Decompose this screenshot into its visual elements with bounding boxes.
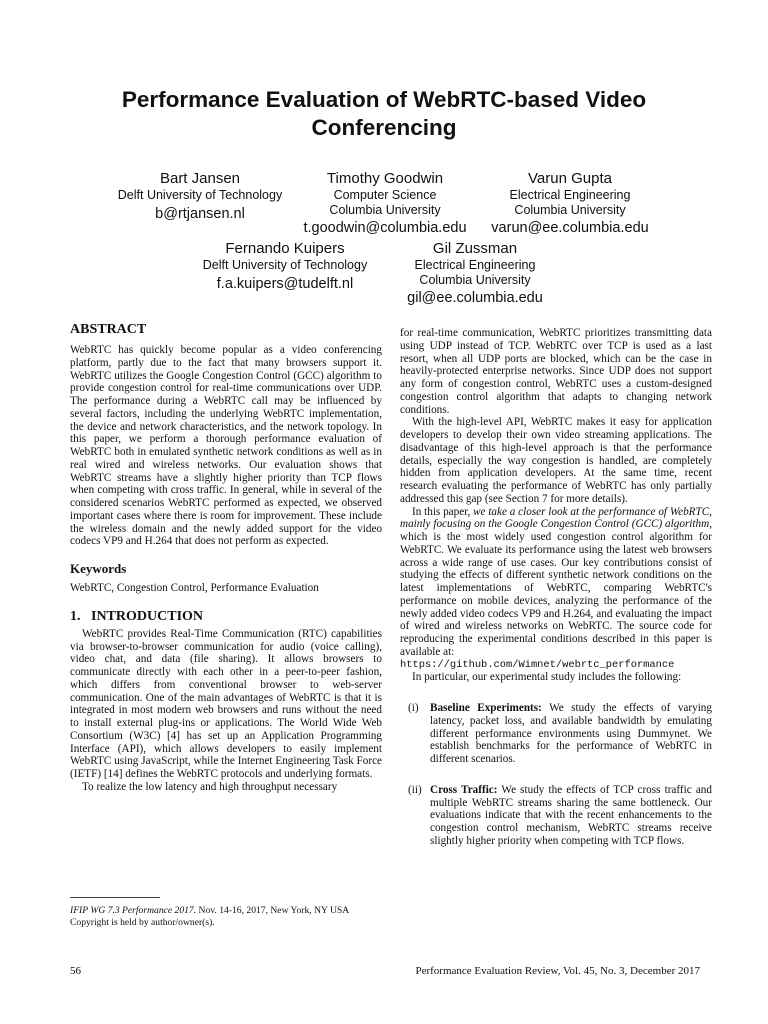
item-text: We study the effects of TCP cross traffic and multiple WebRTC streams sharing the same bottleneck. Our evaluations indicate that with the recent enhancements to the congestion control mechanism, WebRTC streams receive slightly higher priority when competing with TCP flows. bbox=[430, 783, 712, 847]
source-code-url[interactable]: https://github.com/Wimnet/webrtc_performance bbox=[400, 658, 675, 671]
contribution-item bbox=[400, 784, 712, 848]
abstract-text: WebRTC has quickly become popular as a video conferencing platform, partly due to the fact that many browsers support it. WebRTC utilizes the Google Congestion Control (GCC) algorithm to provide congestion control for real-time communications over UDP. The performance during a WebRTC call may be influenced by several factors, including the underlying WebRTC implementation, the device and network characteristics, and the network topology. In this paper, we perform a thorough performance evaluation of WebRTC both in emulated synthetic network conditions as well as in real wired and wireless networks. Our evaluation shows that WebRTC streams have a slightly higher priority than TCP flows when competing with cross traffic. In general, while in several of the considered scenarios WebRTC performed as expected, we observed important cases where there is room for improvement. These include the wireless domain and the newly added support for the video codecs VP9 and H.264 that does not perform as expected. bbox=[70, 344, 382, 548]
body-paragraph: With the high-level API, WebRTC makes it easy for application developers to develop their own video streaming applications. The disadvantage of this high-level approach is that the performance details, especially the way congestion is handled, are completely hidden from application developers. At the same time, recent research evaluating the performance of WebRTC has only partially addressed this gap (see Section 7 for more details). bbox=[400, 416, 712, 505]
journal-footer: Performance Evaluation Review, Vol. 45, No. 3, December 2017 bbox=[415, 965, 700, 977]
keywords-text: WebRTC, Congestion Control, Performance Evaluation bbox=[70, 582, 319, 594]
venue-name: IFIP WG 7.3 Performance 2017. bbox=[70, 905, 197, 916]
left-column bbox=[70, 322, 382, 794]
venue-note bbox=[70, 905, 349, 929]
introduction-heading: 1. INTRODUCTION bbox=[70, 608, 204, 624]
author-affiliation: Electrical Engineering bbox=[414, 258, 536, 272]
author-affiliation: Columbia University bbox=[419, 272, 531, 287]
author-name: Bart Jansen bbox=[159, 170, 241, 187]
author-email: gil@ee.columbia.edu bbox=[407, 290, 543, 306]
author-name: Gil Zussman bbox=[432, 240, 518, 257]
author-affiliation: Delft University of Technology bbox=[202, 258, 368, 272]
item-label: (i) bbox=[408, 702, 419, 714]
item-title: Baseline Experiments: bbox=[430, 702, 542, 714]
author-affiliation: Delft University of Technology bbox=[117, 188, 283, 202]
author-email: f.a.kuipers@tudelft.nl bbox=[216, 275, 354, 292]
footnote-rule bbox=[70, 897, 160, 898]
author-block bbox=[470, 170, 670, 237]
item-title: Cross Traffic: bbox=[430, 783, 498, 796]
author-block bbox=[290, 170, 480, 237]
intro-paragraph: To realize the low latency and high throughput necessary bbox=[82, 780, 338, 793]
author-name: Varun Gupta bbox=[528, 170, 612, 187]
paragraph-lead: In this paper, bbox=[412, 505, 474, 518]
author-name: Timothy Goodwin bbox=[326, 170, 444, 187]
body-paragraph: for real-time communication, WebRTC prioritizes transmitting data using UDP instead of TCP. WebRTC over TCP is used as a last resort, when all UDP ports are blocked, which can be the case in heavily-protected enterprise networks. Since UDP does not support any form of congestion control, WebRTC uses a custom-designed congestion control algorithm that adapts to changing network conditions. bbox=[400, 327, 712, 416]
contribution-item bbox=[400, 702, 712, 766]
body-paragraph bbox=[400, 506, 712, 659]
author-name: Fernando Kuipers bbox=[225, 240, 345, 257]
author-affiliation: Columbia University bbox=[514, 202, 626, 217]
page-number: 56 bbox=[70, 965, 81, 977]
item-text: We study the effects of varying latency, packet loss, and available bandwidth by emulating different performance environments using Dummynet. We establish benchmarks for the performance of WebRTC in different scenarios. bbox=[430, 702, 712, 765]
author-affiliation: Computer Science bbox=[333, 188, 437, 202]
right-column bbox=[400, 327, 712, 848]
paragraph-text: , which is the most widely used congestion control algorithm for WebRTC. We evaluate its performance using the latest web browsers across a wide range of use cases. Our key contributions consist of studying the effects of different synthetic network conditions on the latest implementations of WebRTC, comparing WebRTC's performance on mobile devices, analyzing the performance of the newly added video codecs VP9 and H.264, and evaluating the impact of wired and wireless networks on WebRTC. The source code for reproducing the experimental conditions described in this paper is available at: bbox=[400, 518, 712, 658]
author-block bbox=[105, 170, 295, 223]
body-paragraph: In particular, our experimental study includes the following: bbox=[412, 671, 682, 684]
copyright-text: Copyright is held by author/owner(s). bbox=[70, 917, 215, 928]
author-block bbox=[380, 240, 570, 307]
venue-details: Nov. 14-16, 2017, New York, NY USA bbox=[196, 905, 350, 916]
abstract-heading: ABSTRACT bbox=[70, 322, 147, 337]
author-affiliation: Electrical Engineering bbox=[509, 188, 631, 202]
paper-title: Performance Evaluation of WebRTC-based Video Conferencing bbox=[121, 87, 647, 140]
emphasis-text: we take a closer look at the performance of WebRTC, mainly focusing on the Google Congestion Control (GCC) algorithm bbox=[400, 505, 712, 531]
author-affiliation: Columbia University bbox=[329, 202, 441, 217]
author-email: b@rtjansen.nl bbox=[155, 205, 245, 222]
author-email: t.goodwin@columbia.edu bbox=[303, 220, 467, 236]
intro-paragraph: WebRTC provides Real-Time Communication (RTC) capabilities via browser-to-browser communication for audio (voice calling), video chat, and data (file sharing). It allows browsers to communicate directly with each other in a peer-to-peer fashion, which differs from conventional browser to web-server communication. One of the main advantages of WebRTC is that it is integrated in most modern web browsers and runs without the need to install external plug-ins or applications. The World Wide Web Consortium (W3C) [4] has set up an Application Programming Interface (API), which allows developers to easily implement WebRTC using JavaScript, while the Internet Engineering Task Force (IETF) [14] defines the WebRTC protocols and underlying formats. bbox=[70, 627, 382, 780]
item-label: (ii) bbox=[408, 783, 422, 796]
author-email: varun@ee.columbia.edu bbox=[491, 220, 649, 236]
author-block bbox=[190, 240, 380, 293]
keywords-heading: Keywords bbox=[70, 561, 127, 576]
